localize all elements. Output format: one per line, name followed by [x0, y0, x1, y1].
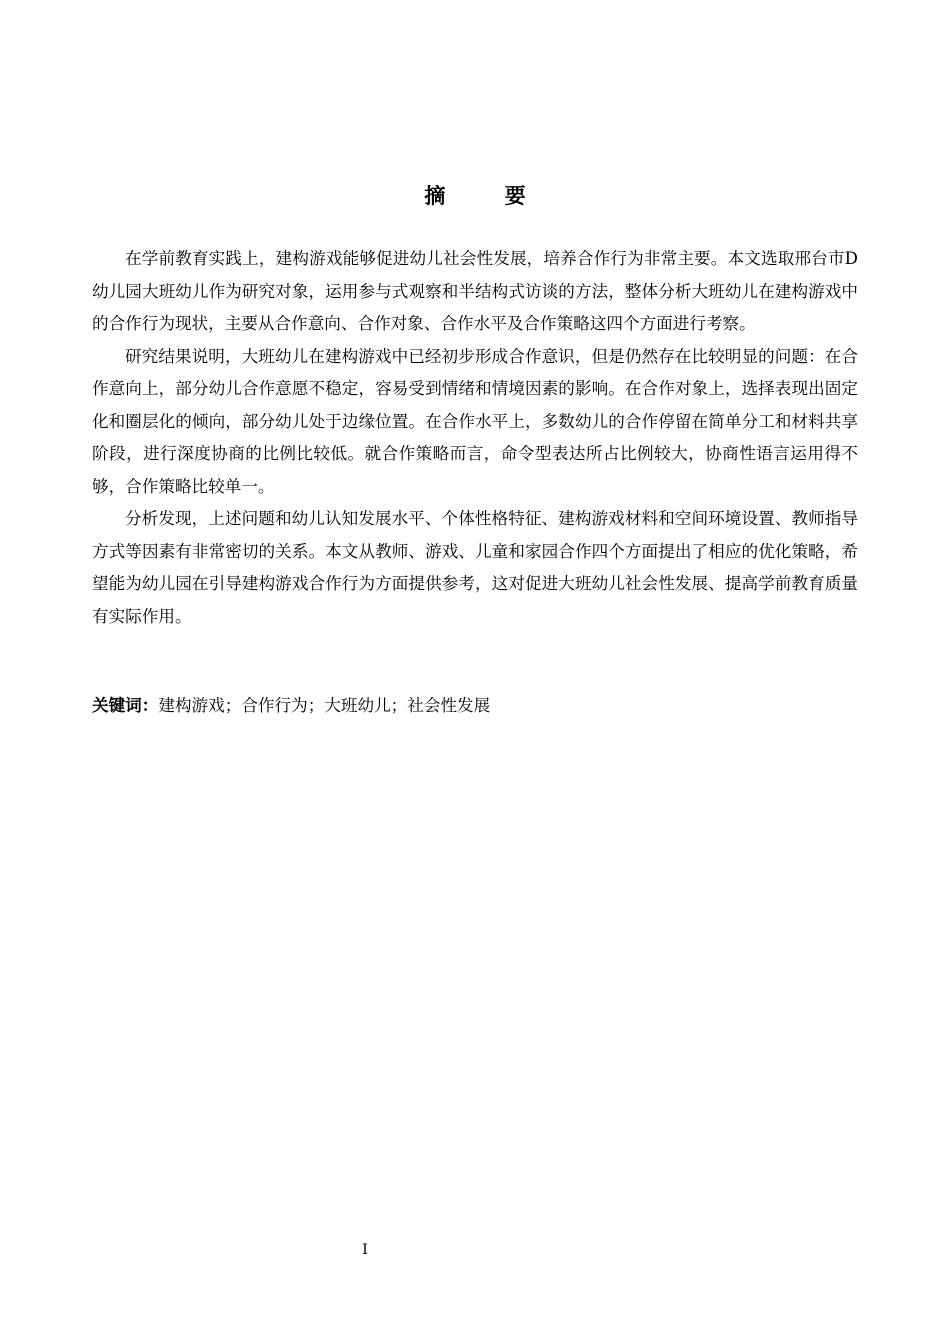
keywords-label: 关键词： — [92, 696, 159, 715]
keywords-line — [92, 690, 858, 722]
keywords-text: 建构游戏；合作行为；大班幼儿；社会性发展 — [158, 696, 491, 715]
page-number: I — [362, 1242, 368, 1258]
abstract-paragraph-1: 在学前教育实践上，建构游戏能够促进幼儿社会性发展，培养合作行为非常主要。本文选取邢台市D幼儿园大班幼儿作为研究对象，运用参与式观察和半结构式访谈的方法，整体分析大班幼儿在建构游戏中的合作行为现状，主要从合作意向、合作对象、合作水平及合作策略这四个方面进行考察。 — [92, 249, 858, 333]
abstract-title: 摘 要 — [424, 184, 552, 208]
abstract-body — [92, 243, 858, 633]
abstract-paragraph-3: 分析发现，上述问题和幼儿认知发展水平、个体性格特征、建构游戏材料和空间环境设置、教师指导方式等因素有非常密切的关系。本文从教师、游戏、儿童和家园合作四个方面提出了相应的优化策略，希望能为幼儿园在引导建构游戏合作行为方面提供参考，这对促进大班幼儿社会性发展、提高学前教育质量有实际作用。 — [92, 509, 858, 626]
abstract-paragraph-2: 研究结果说明，大班幼儿在建构游戏中已经初步形成合作意识，但是仍然存在比较明显的问题：在合作意向上，部分幼儿合作意愿不稳定，容易受到情绪和情境因素的影响。在合作对象上，选择表现出固定化和圈层化的倾向，部分幼儿处于边缘位置。在合作水平上，多数幼儿的合作停留在简单分工和材料共享阶段，进行深度协商的比例比较低。就合作策略而言，命令型表达所占比例较大，协商性语言运用得不够，合作策略比较单一。 — [92, 346, 858, 496]
